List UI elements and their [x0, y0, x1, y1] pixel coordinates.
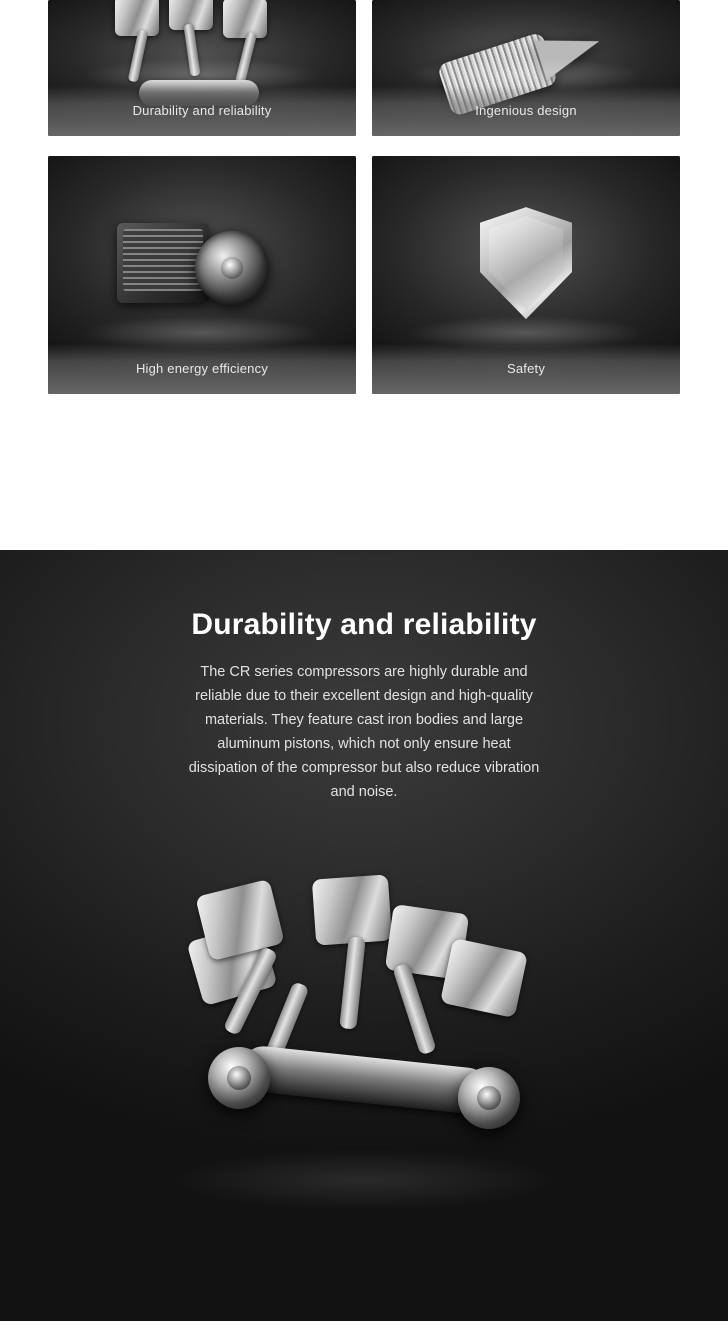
feature-card-durability[interactable] [48, 0, 356, 136]
feature-card-caption: Ingenious design [372, 86, 680, 136]
section-description: The CR series compressors are highly durable and reliable due to their excellent design and high-quality materials. They feature cast iron bodies and large aluminum pistons, which not only ensure heat dissipation of the compressor but also reduce vibration and noise. [188, 664, 540, 800]
art-floor-reflection [174, 1150, 554, 1210]
shield-icon [480, 207, 572, 319]
engine-pistons-crankshaft-image [184, 885, 544, 1165]
feature-card-caption: Safety [372, 344, 680, 394]
feature-card-safety[interactable] [372, 156, 680, 394]
feature-card-caption: High energy efficiency [48, 344, 356, 394]
feature-card-efficiency[interactable] [48, 156, 356, 394]
page-bottom-strip [0, 1321, 728, 1335]
feature-cards-grid [48, 0, 680, 394]
compressor-unit-icon [117, 205, 287, 325]
section-spacer [0, 394, 728, 550]
feature-card-design[interactable] [372, 0, 680, 136]
feature-cards-section [0, 0, 728, 394]
section-title: Durability and reliability [191, 608, 537, 641]
durability-detail-section [0, 550, 728, 1335]
feature-card-caption: Durability and reliability [48, 86, 356, 136]
